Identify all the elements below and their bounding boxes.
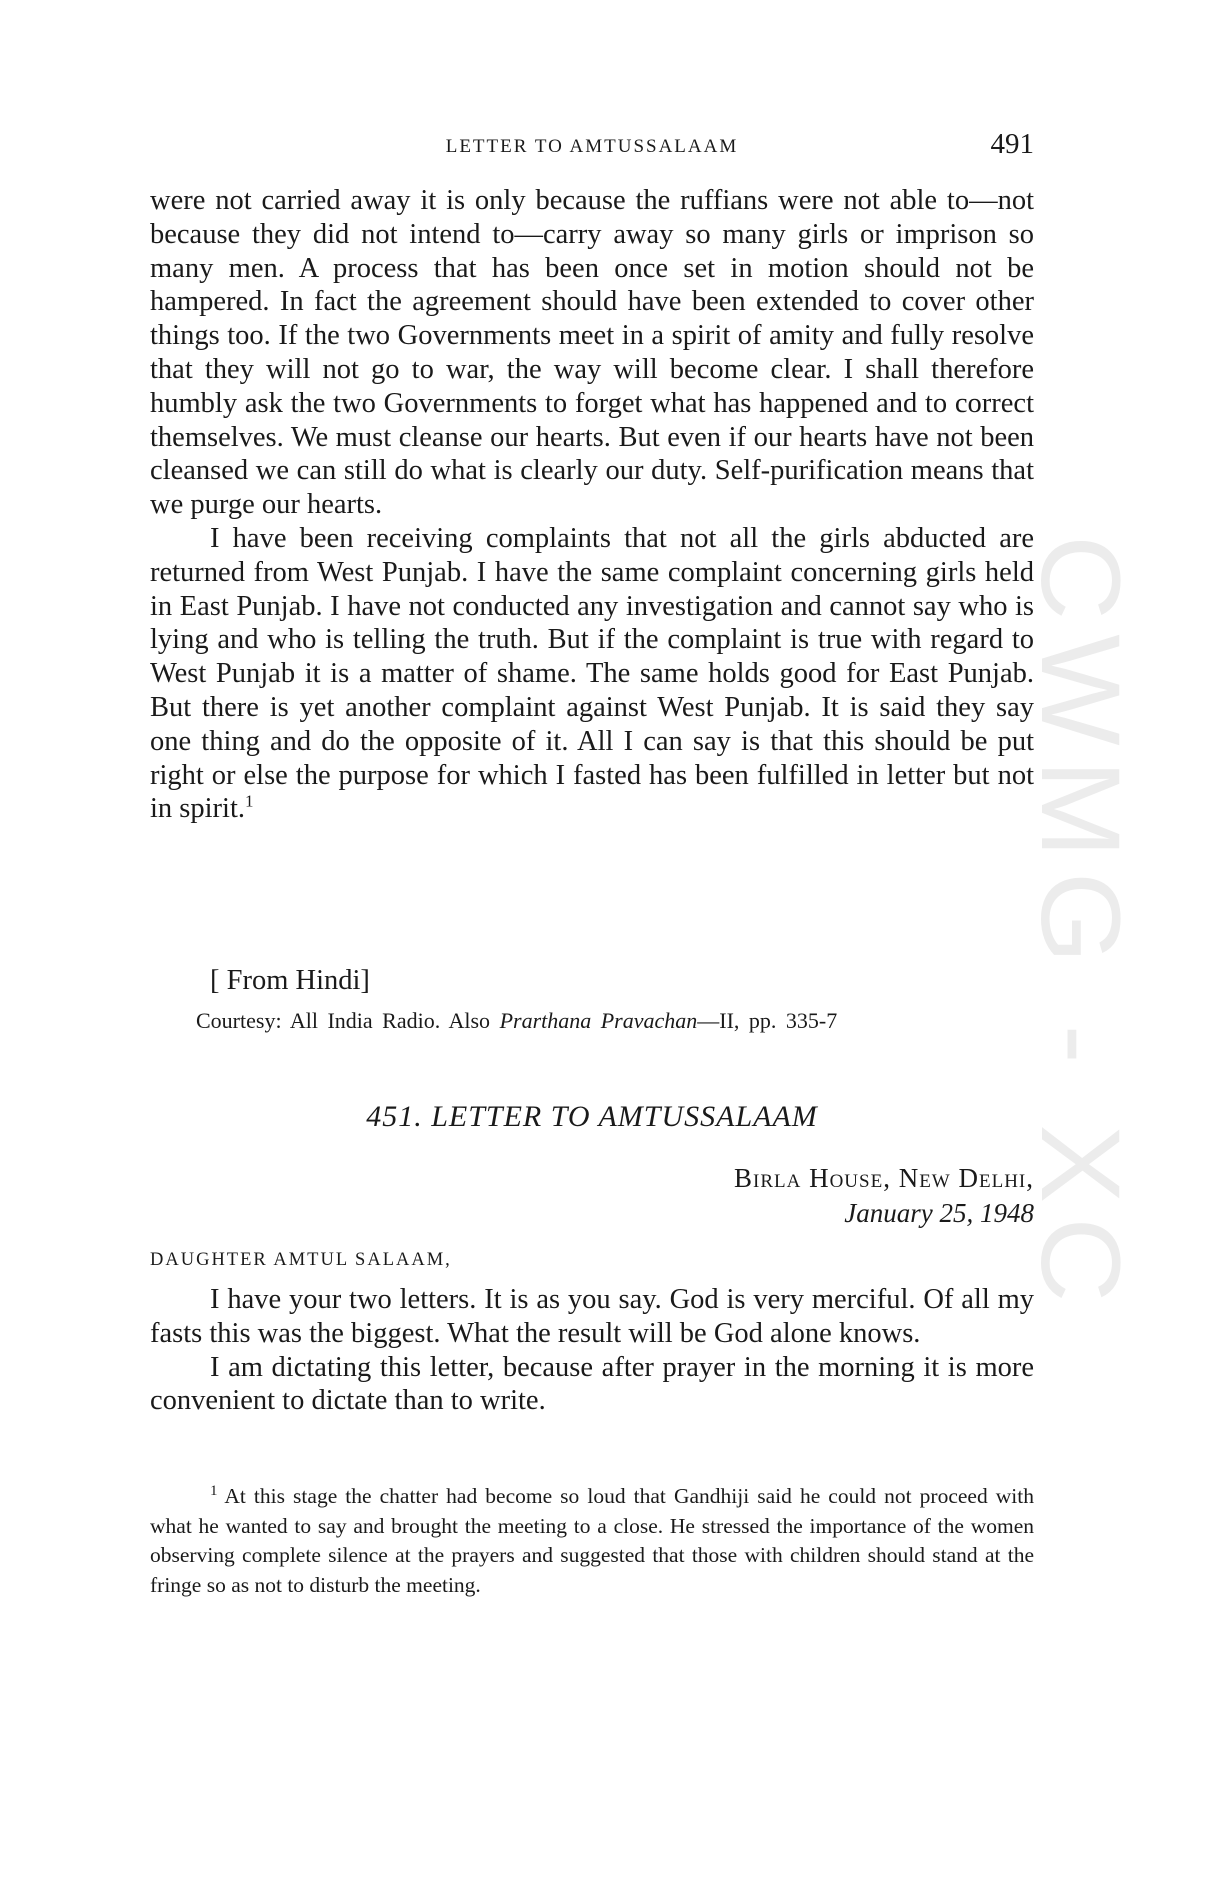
footnote-text: At this stage the chatter had become so loud that Gandhiji said he could not proceed with what he wanted to say and brought the meeting to a close. He stressed the importance of the women observing complete silence at the prayers and suggested that those with children should stand at the fringe so as not to disturb the meeting.	[150, 1484, 1034, 1597]
running-head	[150, 128, 1034, 176]
watermark: CWMG - XC	[1017, 535, 1143, 1317]
footnote	[150, 1482, 1034, 1600]
letter-place: Birla House, New Delhi,	[734, 1163, 1034, 1193]
paragraph-continued: were not carried away it is only because the ruffians were not able to—not because they did not intend to—carry away so many girls or imprison so many men. A process that has been once set in motion should not be hampered. In fact the agreement should have been extended to cover other things too. If the two Governments meet in a spirit of amity and fully resolve that they will not go to war, the way will become clear. I shall therefore humbly ask the two Governments to forget what has happened and to correct themselves. We must cleanse our hearts. But even if our hearts have not been cleansed we can still do what is clearly our duty. Self-purification means that we purge our hearts.	[150, 185, 1034, 521]
footnote-ref: 1	[245, 791, 254, 811]
running-title: LETTER TO AMTUSSALAAM	[445, 136, 739, 157]
footnote-mark: 1	[210, 1482, 218, 1499]
speech-text	[150, 184, 1034, 826]
courtesy-prefix: Courtesy: All India Radio. Also	[196, 1008, 491, 1033]
salutation: DAUGHTER AMTUL SALAAM,	[150, 1250, 452, 1270]
page-number: 491	[990, 128, 1034, 160]
letter-body	[150, 1283, 1034, 1418]
letter-paragraph-2: I am dictating this letter, because after prayer in the morning it is more convenient to dictate than to write.	[150, 1351, 1034, 1417]
paragraph-complaints	[150, 522, 1034, 826]
courtesy-line	[196, 1008, 837, 1034]
letter-date: January 25, 1948	[844, 1198, 1034, 1228]
letter-paragraph-1: I have your two letters. It is as you say. God is very merciful. Of all my fasts this was the biggest. What the result will be God alone knows.	[150, 1284, 1034, 1349]
document-title: 451. LETTER TO AMTUSSALAAM	[366, 1100, 818, 1133]
source-note: [ From Hindi]	[210, 965, 370, 996]
paragraph-complaints-text: I have been receiving complaints that not all the girls abducted are returned from West Punjab. I have the same complaint concerning girls held in East Punjab. I have not conducted any investigation and cannot say who is lying and who is telling the truth. But if the complaint is true with regard to West Punjab it is a matter of shame. The same holds good for East Punjab. But there is yet another complaint against West Punjab. It is said they say one thing and do the opposite of it. All I can say is that this should be put right or else the purpose for which I fasted has been fulfilled in letter but not in spirit.	[150, 522, 1034, 825]
courtesy-suffix: —II, pp. 335-7	[697, 1008, 838, 1033]
courtesy-title: Prarthana Pravachan	[499, 1008, 698, 1033]
